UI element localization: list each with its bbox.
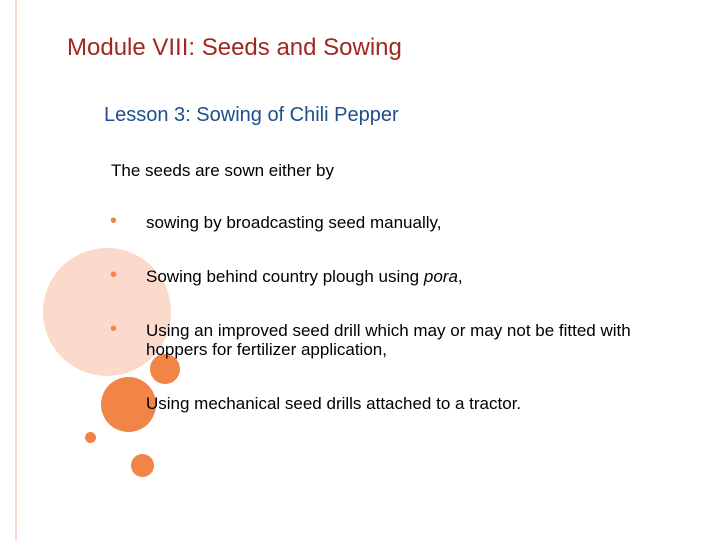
lesson-subtitle: Lesson 3: Sowing of Chili Pepper [104, 104, 399, 126]
bullet-text-start: Sowing behind country plough using [146, 267, 424, 286]
bullet-icon: • [110, 391, 118, 413]
decorative-circle-tiny [85, 432, 96, 443]
decorative-circle-small-bottom [131, 454, 154, 477]
bullet-icon: • [110, 318, 118, 340]
bullet-text [146, 267, 680, 286]
bullet-text: Using mechanical seed drills attached to a tractor. [146, 394, 522, 413]
intro-text: The seeds are sown either by [111, 161, 335, 180]
bullet-text: sowing by broadcasting seed manually, [146, 213, 442, 232]
bullet-icon: • [110, 210, 118, 232]
slide-title: Module VIII: Seeds and Sowing [67, 34, 402, 61]
bullet-text-italic: pora [423, 267, 458, 286]
bullet-text-end: , [457, 267, 463, 286]
bullet-icon: • [110, 264, 118, 286]
decorative-vertical-line [15, 0, 17, 540]
bullet-text: Using an improved seed drill which may or may not be fitted with hoppers for fertilizer application, [146, 321, 631, 359]
